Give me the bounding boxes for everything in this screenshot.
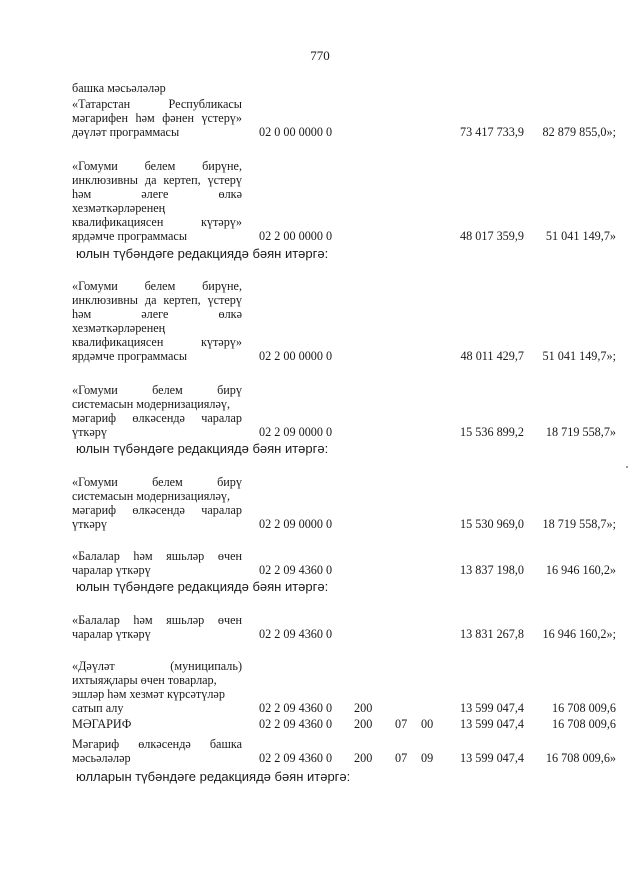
edit-instruction: юлын түбәндәге редакциядә бәян итәргә:: [76, 246, 329, 261]
row-label-line: «Татарстан Республикасы: [72, 97, 242, 111]
row-label-line: Мәгариф өлкәсендә башка: [72, 737, 242, 751]
row-label-line: квалификациясен күтәрү»: [72, 335, 242, 349]
row-label-line: һәм әлеге өлкә: [72, 307, 242, 321]
row-value-2: 16 708 009,6: [552, 717, 616, 731]
row-label-line: мәгариф өлкәсендә чаралар: [72, 411, 242, 425]
row-label-line: системасын модернизацияләү,: [72, 397, 230, 411]
row-label-line: сатып алу: [72, 701, 124, 715]
row-value-1: 48 017 359,9: [460, 229, 524, 243]
row-label-line: мәгариф өлкәсендә чаралар: [72, 503, 242, 517]
row-code: 02 2 00 0000 0: [259, 349, 333, 363]
row-label-line: чаралар үткәрү: [72, 627, 151, 641]
row-value-2: 51 041 149,7»: [545, 229, 616, 243]
row-code: 02 2 09 4360 0: [259, 717, 333, 731]
row-value-2: 16 708 009,6: [552, 701, 616, 715]
row-label-line: ярдәмче программасы: [72, 349, 188, 363]
row-label-line: дәүләт программасы: [72, 125, 180, 139]
row-code: 02 2 09 4360 0: [259, 701, 333, 715]
row-code: 02 2 09 4360 0: [259, 563, 333, 577]
row-label-line: МӘГАРИФ: [72, 717, 132, 731]
row-label-line: ихтыяҗлары өчен товарлар,: [72, 673, 217, 687]
row-label-line: «Балалар һәм яшьләр өчен: [72, 549, 242, 563]
page-number: 770: [310, 48, 330, 63]
row-subsection: 00: [421, 717, 434, 731]
row-value-2: 18 719 558,7»;: [542, 517, 616, 531]
row-label-line: «Гомуми белем бирүне,: [72, 159, 242, 173]
row-label-line: инклюзивны да кертеп, үстерү: [72, 173, 242, 187]
row-value-1: 13 599 047,4: [460, 701, 524, 715]
top-fragment: башка мәсьәләләр: [72, 81, 166, 95]
row-code: 02 2 09 4360 0: [259, 751, 333, 765]
row-value-1: 13 599 047,4: [460, 717, 524, 731]
row-label-line: хезмәткәрләренең: [72, 321, 166, 335]
row-label-line: «Балалар һәм яшьләр өчен: [72, 613, 242, 627]
row-label-line: «Гомуми белем бирү: [72, 383, 242, 397]
row-label-line: мәгарифен һәм фәнен үстерү»: [72, 111, 242, 125]
row-code: 02 0 00 0000 0: [259, 125, 333, 139]
row-section: 07: [395, 717, 408, 731]
row-label-line: чаралар үткәрү: [72, 563, 151, 577]
row-code: 02 2 09 0000 0: [259, 517, 333, 531]
row-label-line: инклюзивны да кертеп, үстерү: [72, 293, 242, 307]
row-expense-type: 200: [354, 701, 373, 715]
row-label-line: үткәрү: [72, 425, 107, 439]
row-label-line: квалификациясен күтәрү»: [72, 215, 242, 229]
row-label-line: эшләр һәм хезмәт күрсәтүләр: [72, 687, 225, 701]
row-label-line: үткәрү: [72, 517, 107, 531]
row-section: 07: [395, 751, 408, 765]
edit-instruction: юлын түбәндәге редакциядә бәян итәргә:: [76, 441, 329, 456]
row-value-1: 73 417 733,9: [460, 125, 524, 139]
row-value-2: 51 041 149,7»;: [542, 349, 616, 363]
row-label-line: системасын модернизацияләү,: [72, 489, 230, 503]
row-label-line: хезмәткәрләренең: [72, 201, 166, 215]
row-subsection: 09: [421, 751, 434, 765]
row-value-2: 16 946 160,2»: [545, 563, 616, 577]
scan-speck: [626, 466, 628, 468]
row-value-1: 13 837 198,0: [460, 563, 524, 577]
row-expense-type: 200: [354, 717, 373, 731]
row-code: 02 2 09 0000 0: [259, 425, 333, 439]
edit-instruction: юлын түбәндәге редакциядә бәян итәргә:: [76, 579, 329, 594]
row-value-2: 82 879 855,0»;: [542, 125, 616, 139]
row-label-line: «Гомуми белем бирүне,: [72, 279, 242, 293]
row-value-2: 18 719 558,7»: [545, 425, 616, 439]
row-label-line: «Гомуми белем бирү: [72, 475, 242, 489]
row-label-line: һәм әлеге өлкә: [72, 187, 242, 201]
row-value-2: 16 708 009,6»: [545, 751, 616, 765]
row-value-1: 48 011 429,7: [460, 349, 524, 363]
row-value-1: 15 536 899,2: [460, 425, 524, 439]
row-code: 02 2 09 4360 0: [259, 627, 333, 641]
row-value-2: 16 946 160,2»;: [542, 627, 616, 641]
row-value-1: 15 530 969,0: [460, 517, 524, 531]
row-label-line: «Дәүләт (муниципаль): [72, 659, 242, 673]
row-value-1: 13 831 267,8: [460, 627, 524, 641]
row-value-1: 13 599 047,4: [460, 751, 524, 765]
row-expense-type: 200: [354, 751, 373, 765]
row-label-line: мәсьәләләр: [72, 751, 131, 765]
edit-instruction: юлларын түбәндәге редакциядә бәян итәргә:: [76, 769, 351, 784]
row-label-line: ярдәмче программасы: [72, 229, 188, 243]
row-code: 02 2 00 0000 0: [259, 229, 333, 243]
